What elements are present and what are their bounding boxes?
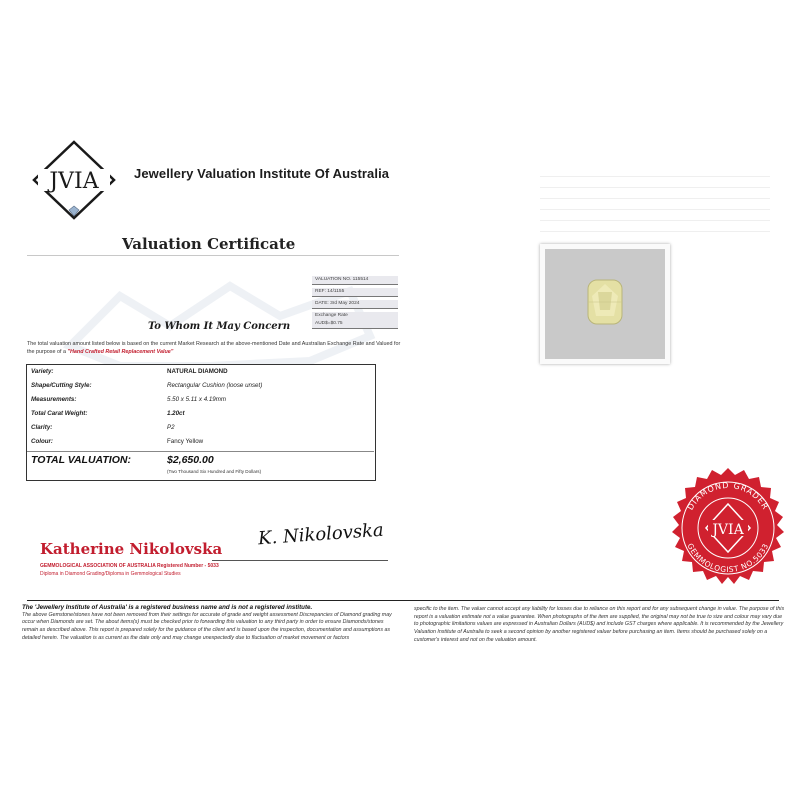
row-value: P2	[167, 424, 175, 431]
reference: REF: 14/1155	[312, 288, 398, 297]
intro-purpose: "Hand Crafted Retail Replacement Value"	[67, 349, 174, 355]
yellow-diamond-image	[586, 278, 624, 326]
disclaimer-body-left: The above Gemstone/stones have not been removed from their settings for accurate of grade and weight assessment Discrepancies of Diamond grading may occur when Diamonds are set. The about items(s) must be checked prior to forwarding this valuation to any third party in order to ensure Diamonds/stones remain as described above. This report is prepared solely for the guidance of the client and is based upon the inspection, documentation and assumptions as detailed herein. The valuation is as current as the date only and may change unexpectedly due to fluctuation of market movement or factors	[22, 611, 392, 641]
gem-photo	[545, 249, 665, 359]
row-label: Measurements:	[31, 396, 77, 403]
addressee: To Whom It May Concern	[148, 321, 291, 332]
signature-line	[212, 560, 388, 561]
seal-center-text: JVIA	[712, 522, 744, 538]
certificate-title: Valuation Certificate	[122, 235, 296, 253]
row-value: NATURAL DIAMOND	[167, 368, 228, 375]
faded-text-block	[540, 176, 770, 242]
row-label: Shape/Cutting Style:	[31, 382, 92, 389]
gem-photo-frame	[540, 244, 670, 364]
logo-text: JVIA	[49, 169, 99, 194]
signatory-diplomas: Diploma in Diamond Grading/Diploma in Gemmological Studies	[40, 571, 181, 577]
total-valuation-words: (Two Thousand Six Hundred and Fifty Dollars)	[167, 469, 262, 474]
total-valuation-label: TOTAL VALUATION:	[31, 454, 131, 466]
valuation-info-box	[312, 276, 398, 332]
signatory-registration: GEMMOLOGICAL ASSOCIATION OF AUSTRALIA Registered Number - 5033	[40, 563, 219, 569]
intro-text: The total valuation amount listed below is based on the current Market Research at the above-mentioned Date and Australian Exchange Rate and Valued for the purpose of a	[27, 341, 401, 355]
row-value: Rectangular Cushion (loose unset)	[167, 382, 263, 389]
signatory-name: Katherine Nikolovska	[40, 540, 223, 558]
row-label: Colour:	[31, 438, 53, 445]
total-valuation-amount: $2,650.00	[167, 454, 214, 466]
total-divider	[27, 451, 374, 452]
exchange-rate-value: AUD$=$0.75	[312, 320, 398, 329]
title-divider	[27, 255, 399, 256]
handwritten-signature: K. Nikolovska	[257, 519, 385, 550]
row-value: 1.20ct	[167, 410, 185, 417]
seal-bottom-text: GEMMOLOGIST NO.5033	[685, 541, 771, 575]
disclaimer-divider	[27, 600, 779, 601]
disclaimer-left	[22, 604, 398, 643]
row-label: Variety:	[31, 368, 54, 375]
disclaimer-heading: The 'Jewellery Institute of Australia' is a registered business name and is not a registered institute.	[22, 604, 313, 611]
row-value: Fancy Yellow	[167, 438, 204, 445]
diamond-grader-seal	[666, 466, 790, 590]
seal-top-text: DIAMOND GRADER	[685, 480, 771, 512]
valuation-table	[26, 364, 376, 481]
row-label: Total Carat Weight:	[31, 410, 88, 417]
valuation-number: VALUATION NO. 115514	[312, 276, 398, 285]
jvia-logo	[32, 140, 116, 220]
intro-paragraph	[27, 340, 407, 356]
row-value: 5.50 x 5.11 x 4.19mm	[167, 396, 227, 403]
valuation-date: DATE: 3rd May 2024	[312, 300, 398, 309]
exchange-rate-label: Exchange Rate	[312, 312, 398, 320]
row-label: Clarity:	[31, 424, 53, 431]
disclaimer-right: specific to the item. The valuer cannot accept any liability for losses due to reliance on this report and for any subsequent change in value. The purpose of this report is a valuation estimate not a value guarantee. When photographs of the item are supplied, the original may not be true to size and colour may vary due to photographic limitations values are expressed in Australian Dollars (AUD$) and include GST charges where applicable. It is recommended by the Jewellery Valuation Institute of Australia to seek a second opinion by another registered valuer before purchasing an item. Items should be purchased solely on a customer's interest and not on the valuation amount.	[414, 606, 785, 643]
institute-name: Jewellery Valuation Institute Of Australia	[134, 166, 390, 181]
